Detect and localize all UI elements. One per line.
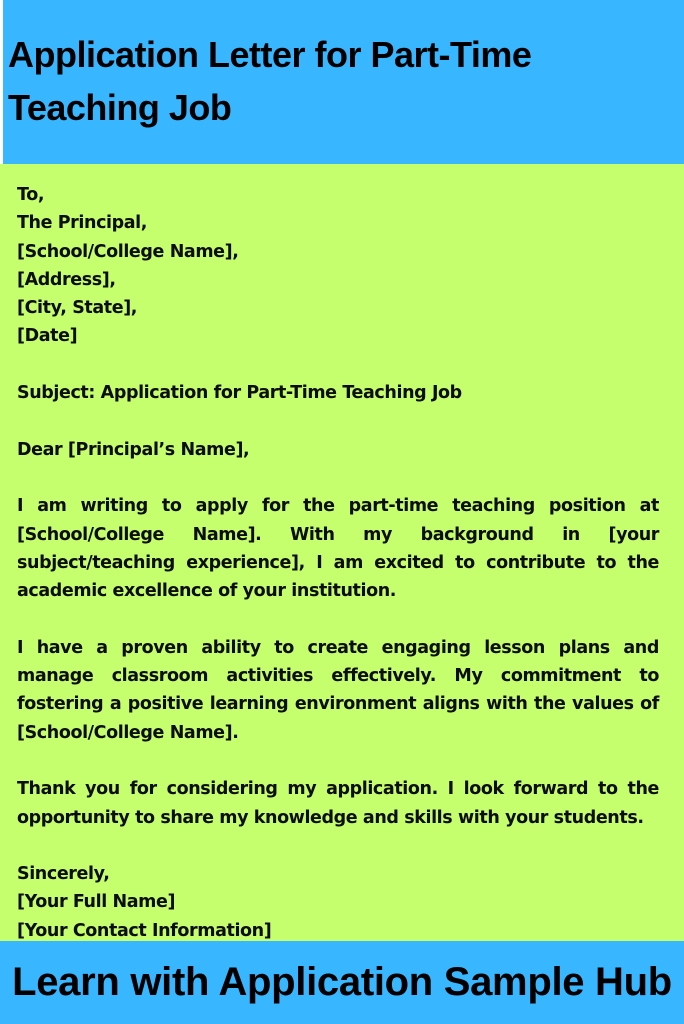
header-background (3, 0, 684, 164)
letter-salutation: Dear [Principal’s Name], (17, 439, 250, 460)
address-line: [Address], (17, 269, 116, 290)
recipient-address (17, 181, 659, 351)
signer-name: [Your Full Name] (17, 892, 176, 913)
letter-paragraph-1: I am writing to apply for the part-time teaching position at [School/College Name]. With my background in [your subject/teaching experience], I am excited to contribute to the academic excellence of your institution. (17, 496, 659, 602)
address-line: To, (17, 185, 45, 205)
letter-subject: Subject: Application for Part-Time Teaching Job (17, 383, 462, 404)
address-line: [Date] (17, 326, 78, 347)
letter-body (0, 164, 684, 941)
address-line: The Principal, (17, 213, 148, 234)
signer-contact: [Your Contact Information] (17, 920, 272, 941)
page-title (8, 28, 684, 134)
address-line: [City, State], (17, 298, 138, 319)
footer-banner (0, 941, 684, 1024)
page-title-line-1: Application Letter for Part-Time (8, 34, 532, 75)
letter-closing: Sincerely, (17, 864, 110, 885)
letter-paragraph-3: Thank you for considering my application. I look forward to the opportunity to share my knowledge and skills with your students. (17, 779, 659, 828)
letter-paragraph-2: I have a proven ability to create engaging lesson plans and manage classroom activities effectively. My commitment to fostering a positive learning environment aligns with the values of [School/College Name]. (17, 637, 659, 743)
address-line: [School/College Name], (17, 241, 239, 262)
footer-text: Learn with Application Sample Hub (12, 960, 672, 1004)
page-title-line-2: Teaching Job (8, 87, 232, 128)
header-banner (0, 0, 684, 164)
